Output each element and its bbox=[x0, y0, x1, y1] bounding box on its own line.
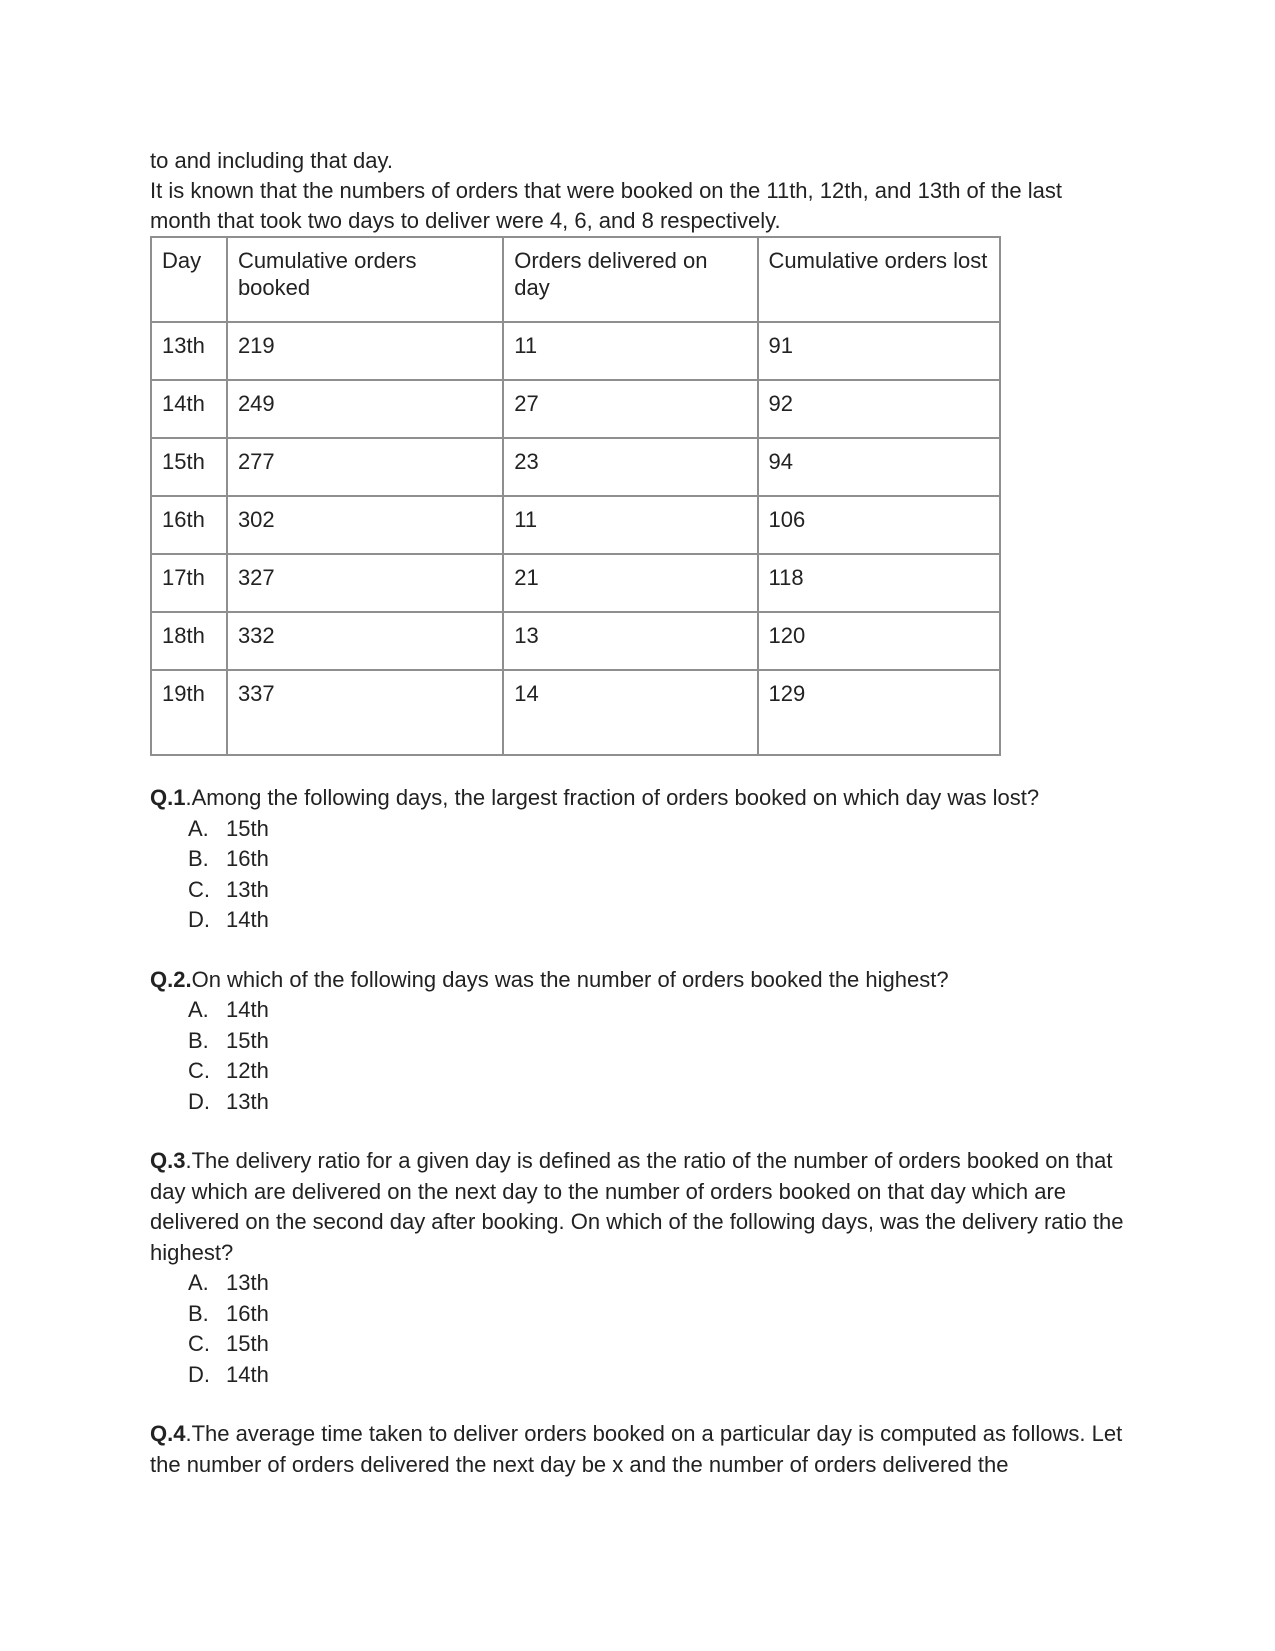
option-letter: C. bbox=[188, 1331, 210, 1356]
header-cumulative-lost: Cumulative orders lost bbox=[758, 237, 1000, 322]
cell-delivered: 13 bbox=[503, 612, 757, 670]
table-row bbox=[151, 612, 1000, 670]
cell-day: 17th bbox=[151, 554, 227, 612]
cell-booked: 277 bbox=[227, 438, 503, 496]
cell-lost: 129 bbox=[758, 670, 1000, 755]
question-2-label: Q.2. bbox=[150, 966, 192, 992]
option-letter: D. bbox=[188, 1088, 210, 1114]
question-2-options bbox=[150, 995, 1130, 1117]
document-page bbox=[150, 146, 1130, 1480]
header-delivered: Orders delivered on day bbox=[503, 237, 757, 322]
cell-lost: 106 bbox=[758, 496, 1000, 554]
option-letter: C. bbox=[188, 876, 210, 902]
question-2-body: On which of the following days was the number of orders booked the highest? bbox=[191, 966, 949, 992]
question-2 bbox=[150, 965, 1130, 1118]
question-3-label: Q.3 bbox=[150, 1148, 186, 1173]
header-day: Day bbox=[151, 237, 227, 322]
option-b[interactable] bbox=[188, 1299, 1130, 1330]
cell-lost: 120 bbox=[758, 612, 1000, 670]
question-4-body: The average time taken to deliver orders booked on a particular day is computed as follows. Let the number of orders delivered the next day be x and the number of orders delivered the bbox=[150, 1421, 1123, 1477]
cell-lost: 94 bbox=[758, 438, 1000, 496]
cell-lost: 118 bbox=[758, 554, 1000, 612]
option-b[interactable] bbox=[188, 844, 1130, 875]
option-text: 14th bbox=[226, 1361, 269, 1387]
option-text: 16th bbox=[226, 846, 269, 871]
question-1-options bbox=[150, 814, 1130, 936]
cell-booked: 219 bbox=[227, 322, 503, 380]
option-c[interactable] bbox=[188, 875, 1130, 906]
header-cumulative-booked: Cumulative orders booked bbox=[227, 237, 503, 322]
question-1-label: Q.1 bbox=[150, 785, 186, 810]
table-row bbox=[151, 496, 1000, 554]
option-text: 12th bbox=[226, 1058, 269, 1083]
question-1 bbox=[150, 783, 1130, 936]
option-letter: D. bbox=[188, 1361, 210, 1387]
cell-day: 13th bbox=[151, 322, 227, 380]
intro-line-3: month that took two days to deliver were 4, 6, and 8 respectively. bbox=[150, 208, 781, 233]
question-2-text bbox=[150, 965, 1130, 996]
question-1-text bbox=[150, 783, 1130, 814]
table-row bbox=[151, 438, 1000, 496]
option-text: 13th bbox=[226, 1088, 269, 1114]
option-text: 15th bbox=[226, 1331, 269, 1356]
option-text: 14th bbox=[226, 907, 269, 932]
question-1-sep: . bbox=[185, 785, 192, 810]
option-letter: B. bbox=[188, 846, 209, 871]
option-c[interactable] bbox=[188, 1329, 1130, 1360]
option-a[interactable] bbox=[188, 1268, 1130, 1299]
option-letter: B. bbox=[188, 1300, 209, 1326]
table-row bbox=[151, 670, 1000, 755]
option-letter: C. bbox=[188, 1058, 210, 1083]
cell-booked: 337 bbox=[227, 670, 503, 755]
option-text: 13th bbox=[226, 876, 269, 902]
question-4 bbox=[150, 1419, 1130, 1480]
table-header-row bbox=[151, 237, 1000, 322]
option-letter: D. bbox=[188, 907, 210, 932]
option-d[interactable] bbox=[188, 1360, 1130, 1391]
option-letter: A. bbox=[188, 997, 209, 1022]
table-row bbox=[151, 322, 1000, 380]
question-3-body: The delivery ratio for a given day is defined as the ratio of the number of orders booked on that day which are delivered on the next day to the number of orders booked on that day which are delivered on the second day after booking. On which of the following days, was the delivery ratio the highest? bbox=[150, 1148, 1124, 1265]
intro-line-2: It is known that the numbers of orders that were booked on the 11th, 12th, and 13th of the last bbox=[150, 178, 1062, 203]
option-d[interactable] bbox=[188, 905, 1130, 936]
orders-table bbox=[150, 236, 1001, 756]
option-text: 15th bbox=[226, 815, 269, 841]
cell-day: 19th bbox=[151, 670, 227, 755]
option-a[interactable] bbox=[188, 814, 1130, 845]
option-text: 15th bbox=[226, 1027, 269, 1053]
option-b[interactable] bbox=[188, 1026, 1130, 1057]
cell-delivered: 14 bbox=[503, 670, 757, 755]
option-d[interactable] bbox=[188, 1087, 1130, 1118]
cell-lost: 92 bbox=[758, 380, 1000, 438]
question-4-text bbox=[150, 1419, 1130, 1480]
question-3-sep: . bbox=[185, 1148, 192, 1173]
cell-day: 15th bbox=[151, 438, 227, 496]
cell-booked: 327 bbox=[227, 554, 503, 612]
option-letter: A. bbox=[188, 1270, 209, 1295]
question-4-sep: . bbox=[185, 1421, 192, 1446]
cell-booked: 332 bbox=[227, 612, 503, 670]
question-3-options bbox=[150, 1268, 1130, 1390]
cell-day: 18th bbox=[151, 612, 227, 670]
question-4-label: Q.4 bbox=[150, 1421, 186, 1446]
option-c[interactable] bbox=[188, 1056, 1130, 1087]
cell-day: 16th bbox=[151, 496, 227, 554]
cell-booked: 249 bbox=[227, 380, 503, 438]
cell-delivered: 11 bbox=[503, 496, 757, 554]
question-3-text bbox=[150, 1146, 1130, 1268]
intro-line-1: to and including that day. bbox=[150, 148, 393, 173]
option-letter: B. bbox=[188, 1027, 209, 1053]
option-text: 14th bbox=[226, 997, 269, 1022]
table-row bbox=[151, 554, 1000, 612]
option-text: 16th bbox=[226, 1300, 269, 1326]
option-text: 13th bbox=[226, 1270, 269, 1295]
question-3 bbox=[150, 1146, 1130, 1390]
cell-delivered: 23 bbox=[503, 438, 757, 496]
cell-lost: 91 bbox=[758, 322, 1000, 380]
cell-booked: 302 bbox=[227, 496, 503, 554]
cell-delivered: 11 bbox=[503, 322, 757, 380]
table-row bbox=[151, 380, 1000, 438]
cell-delivered: 21 bbox=[503, 554, 757, 612]
cell-delivered: 27 bbox=[503, 380, 757, 438]
question-1-body: Among the following days, the largest fraction of orders booked on which day was lost? bbox=[191, 785, 1040, 810]
cell-day: 14th bbox=[151, 380, 227, 438]
option-a[interactable] bbox=[188, 995, 1130, 1026]
option-letter: A. bbox=[188, 815, 209, 841]
